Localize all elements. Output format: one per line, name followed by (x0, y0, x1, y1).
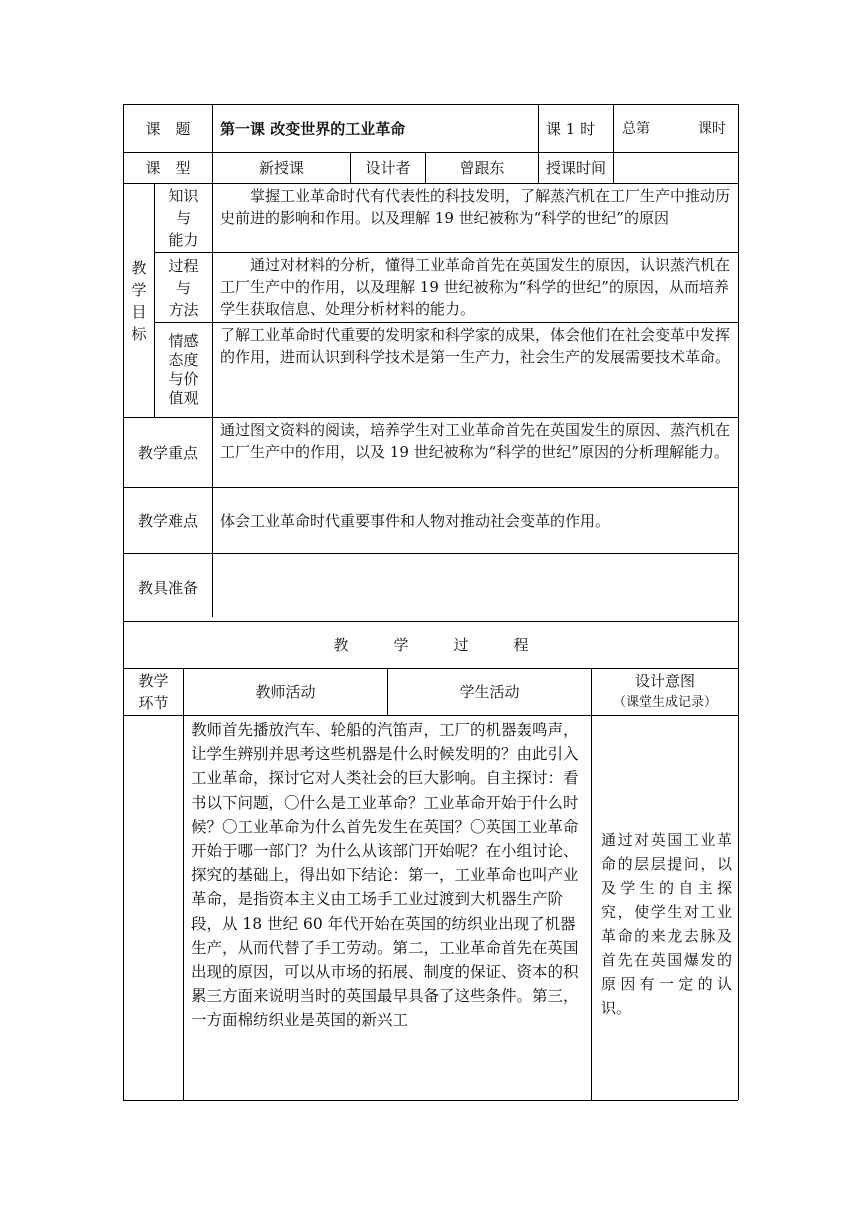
total-label: 总第 (622, 120, 650, 137)
tools-label: 教具准备 (137, 578, 198, 597)
designer-label: 设计者 (365, 159, 411, 177)
type-label: 课 型 (145, 159, 191, 177)
type-value: 新授课 (258, 159, 304, 177)
key-points-label: 教学重点 (137, 443, 198, 462)
col-stage-header: 教学 环节 (138, 672, 169, 712)
col-student-header: 学生活动 (459, 683, 520, 701)
goals-label: 教 学 目 标 (131, 258, 147, 343)
time-value[interactable] (614, 153, 738, 183)
topic-label: 课 题 (145, 119, 191, 138)
goal-knowledge-label: 知识 与 能力 (168, 187, 199, 249)
goal-emotion-label: 情感 态度 与价 值观 (168, 332, 199, 407)
key-points-text: 通过图文资料的阅读，培养学生对工业革命首先在英国发生的原因、蒸汽机在工厂生产中的作用，以及 19 世纪被称为“科学的世纪”原因的分析理解能力。 (220, 421, 731, 461)
difficult-points-text: 体会工业革命时代重要事件和人物对推动社会变革的作用。 (220, 511, 611, 530)
frame-right-line (738, 104, 739, 1100)
col-teacher-header: 教师活动 (255, 683, 316, 701)
total-suffix: 课时 (698, 120, 726, 137)
time-label: 授课时间 (545, 159, 606, 177)
designer-value: 曾跟东 (459, 159, 505, 177)
topic-value: 第一课 改变世界的工业革命 (220, 119, 406, 138)
process-title: 教 学 过 程 (333, 636, 529, 654)
tools-text[interactable] (220, 554, 734, 621)
goal-knowledge-text: 掌握工业革命时代有代表性的科技发明，了解蒸汽机在工厂生产中推动历史前进的影响和作用。以及理解 19 世纪被称为“科学的世纪”的原因 (220, 187, 731, 227)
col-design-header: 设计意图 （课堂生成记录） (612, 672, 717, 710)
hours-label: 课 1 时 (546, 119, 596, 138)
goal-process-text: 通过对材料的分析，懂得工业革命首先在英国发生的原因，认识蒸汽机在工厂生产中的作用，以及理解 19 世纪被称为“科学的世纪”的原因，从而培养学生获取信息、处理分析材料的能力。 (220, 256, 731, 318)
goal-emotion-text: 了解工业革命时代重要的发明家和科学家的成果，体会他们在社会变革中发挥的作用，进而认识到科学技术是第一生产力，社会生产的发展需要技术革命。 (220, 326, 731, 366)
design-intent-text: 通过对英国工业革命的层层提问，以及学生的自主探究，使学生对工业革命的来龙去脉及首先在英国爆发的原因有一定的认识。 (601, 831, 732, 1017)
teacher-activity-text: 教师首先播放汽车、轮船的汽笛声，工厂的机器轰鸣声，让学生辨别并思考这些机器是什么时候发明的？由此引入工业革命，探讨它对人类社会的巨大影响。自主探讨：看书以下问题，〇什么是工业革命？工业革命开始于什么时候？〇工业革命为什么首先发生在英国？〇英国工业革命开始于哪一部门？为什么从该部门开始呢？在小组讨论、探究的基础上，得出如下结论：第一，工业革命也叫产业革命，是指资本主义由工场手工业过渡到大机器生产阶段，从 18 世纪 60 年代开始在英国的纺织业出现了机器生产，从而代替了手工劳动。第二，工业革命首先在英国出现的原因，可以从市场的拓展、制度的保证、资本的积累三方面来说明当时的英国最早具备了这些条件。第三，一方面棉纺织业是英国的新兴工 (191, 721, 579, 1030)
stage-cell (124, 716, 183, 1100)
goal-process-label: 过程 与 方法 (168, 256, 199, 319)
difficult-points-label: 教学难点 (137, 511, 198, 530)
frame-bottom-line (123, 1100, 738, 1101)
